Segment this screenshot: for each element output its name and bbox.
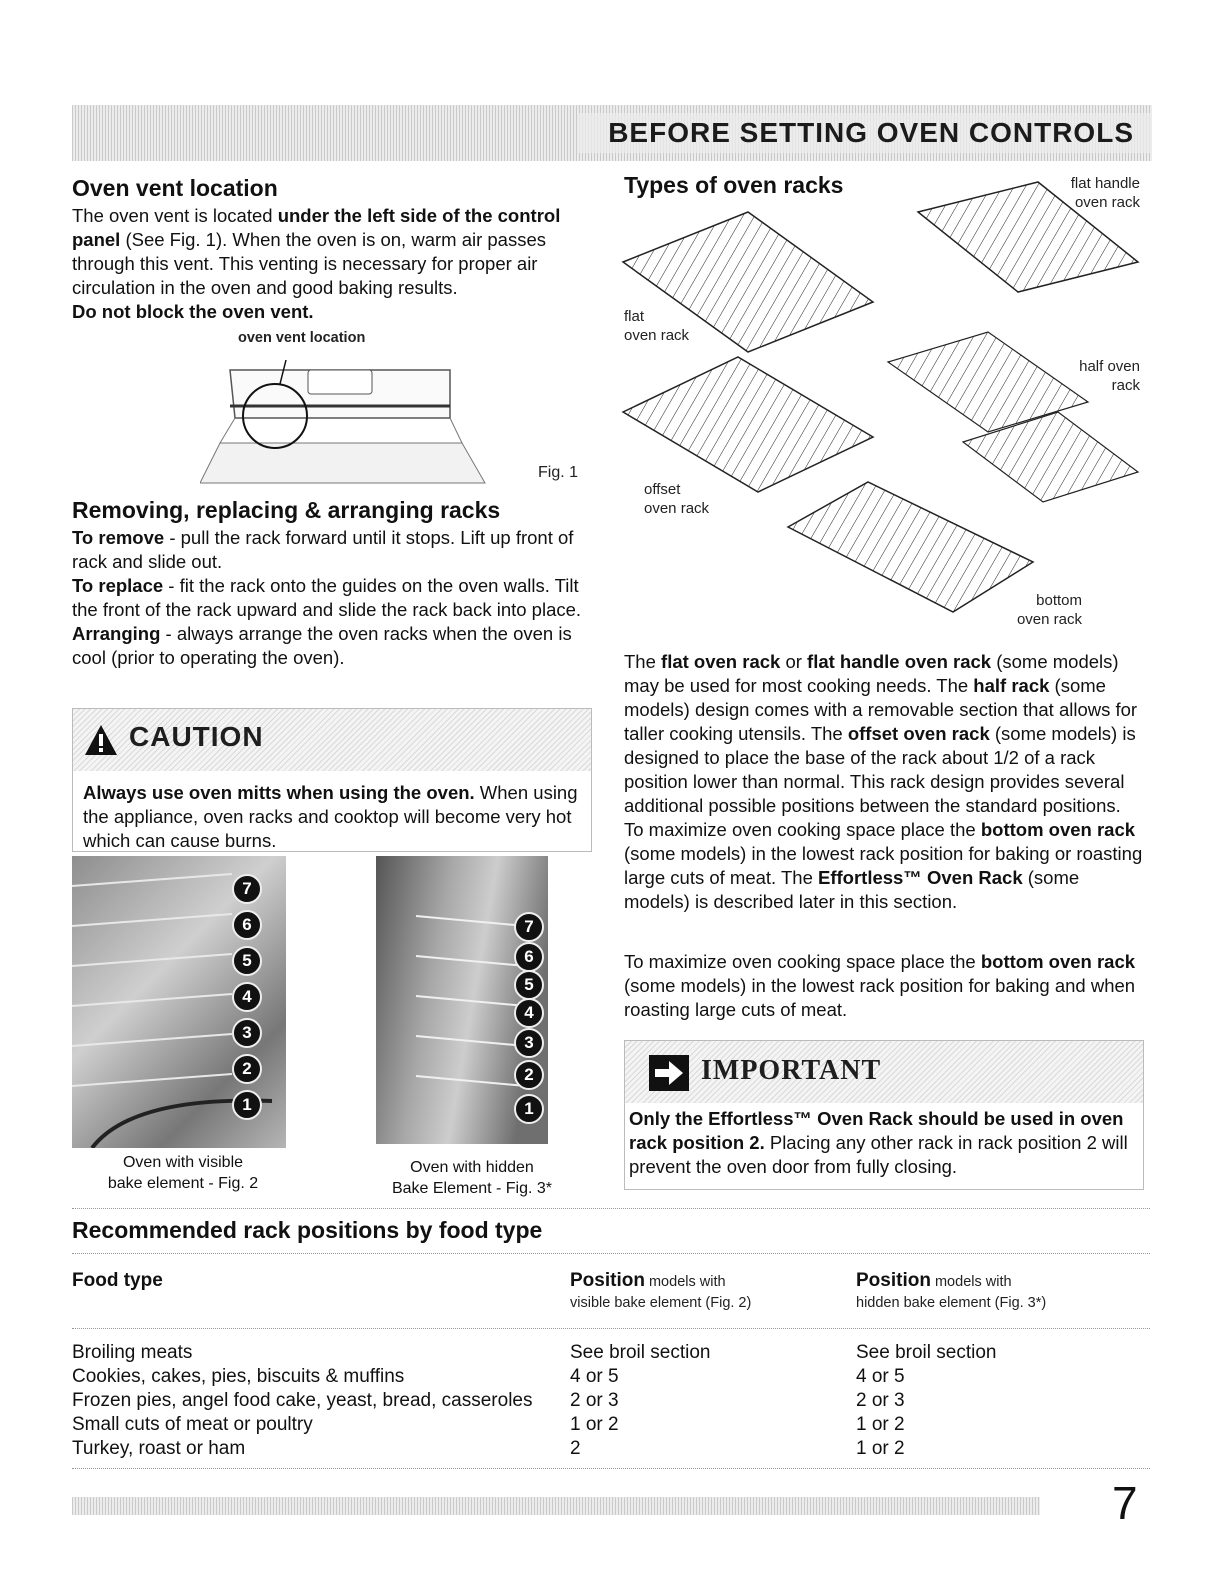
- position-badge: 3: [514, 1028, 544, 1058]
- label-flat-handle-rack: flat handle oven rack: [1070, 175, 1140, 211]
- col-header-food: Food type: [72, 1270, 163, 1291]
- page-section-title: BEFORE SETTING OVEN CONTROLS: [578, 113, 1152, 153]
- divider: [72, 1208, 1150, 1209]
- position-badge: 3: [232, 1018, 262, 1048]
- oven-photo-visible-element: [72, 856, 286, 1148]
- important-box: [624, 1040, 1144, 1190]
- divider: [72, 1328, 1150, 1329]
- caution-header: [73, 709, 591, 771]
- position-badge: 6: [514, 942, 544, 972]
- position-badge: 5: [232, 946, 262, 976]
- arrange-paragraph: Arranging - always arrange the oven racks when the oven is cool (prior to operating the oven).: [72, 623, 572, 668]
- table-row: Turkey, roast or ham 2 1 or 2: [72, 1438, 905, 1459]
- important-header: [625, 1041, 1143, 1103]
- position-badge: 2: [232, 1054, 262, 1084]
- label-offset-rack: offset oven rack: [644, 481, 710, 517]
- vent-figure-label: oven vent location: [238, 330, 366, 346]
- position-badge: 7: [514, 912, 544, 942]
- warning-triangle-icon: [83, 723, 119, 757]
- oven-photo-hidden-element: [376, 856, 548, 1144]
- footer-bar: [72, 1497, 1040, 1515]
- arrow-right-icon: [649, 1055, 689, 1091]
- fig1-caption: Fig. 1: [538, 464, 579, 481]
- label-bottom-rack: bottom oven rack: [1016, 592, 1082, 628]
- racks-heading: Removing, replacing & arranging racks: [72, 497, 501, 523]
- header-banner: [72, 105, 1152, 161]
- vent-heading: Oven vent location: [72, 175, 278, 201]
- page-number: 7: [1112, 1477, 1138, 1529]
- position-badge: 4: [514, 998, 544, 1028]
- caution-title: CAUTION: [129, 721, 264, 752]
- replace-paragraph: To replace - fit the rack onto the guides on the oven walls. Tilt the front of the rack upward and slide the rack back into place.: [72, 575, 582, 620]
- racks-description: The flat oven rack or flat handle oven rack (some models) may be used for most cooking needs. The half rack (some models) design comes with a removable section that allows for taller cooking utensils. The offset oven rack (some models) is designed to place the base of the rack about 1/2 of a rack position lower than normal. This rack design provides several additional possible positions between the standard positions. To maximize oven cooking space place the bottom oven rack (some models) in the lowest rack position for baking or roasting large cuts of meat. The Effortless™ Oven Rack (some models) is described later in this section.: [624, 651, 1143, 912]
- important-title: IMPORTANT: [701, 1055, 882, 1086]
- caution-text: Always use oven mitts when using the oven. When using the appliance, oven racks and cooktop will become very hot which can cause burns.: [83, 782, 578, 851]
- table-row: Small cuts of meat or poultry 1 or 2 1 or 2: [72, 1414, 905, 1435]
- table-row: Broiling meats See broil section See broil section: [72, 1342, 997, 1363]
- table-row: Cookies, cakes, pies, biscuits & muffins 4 or 5 4 or 5: [72, 1366, 905, 1387]
- position-badge: 5: [514, 970, 544, 1000]
- vent-warning: Do not block the oven vent.: [72, 301, 314, 322]
- position-badge: 1: [232, 1090, 262, 1120]
- racks-section: [72, 497, 592, 670]
- position-badge: 1: [514, 1094, 544, 1124]
- vent-section: [72, 175, 592, 324]
- position-badge: 2: [514, 1060, 544, 1090]
- remove-paragraph: To remove - pull the rack forward until it stops. Lift up front of rack and slide out.: [72, 527, 574, 572]
- oven-racks-illustration: [618, 172, 1148, 634]
- caution-box: [72, 708, 592, 852]
- col-header-visible: Position models with visible bake element (Fig. 2): [570, 1270, 752, 1311]
- important-text: Only the Effortless™ Oven Rack should be used in oven rack position 2. Placing any other rack in rack position 2 will prevent the oven door from fully closing.: [629, 1108, 1128, 1177]
- label-flat-rack: flat oven rack: [624, 308, 690, 344]
- rack-position-table: [72, 1341, 1150, 1461]
- label-half-rack: half oven rack: [1079, 358, 1140, 394]
- fig2-caption: Oven with visible bake element - Fig. 2: [107, 1154, 259, 1192]
- types-heading: Types of oven racks: [624, 172, 844, 198]
- bottom-rack-paragraph: To maximize oven cooking space place the bottom oven rack (some models) in the lowest rack position for baking and when roasting large cuts of meat.: [624, 951, 1136, 1020]
- table-heading: Recommended rack positions by food type: [72, 1217, 543, 1243]
- divider: [72, 1253, 1150, 1254]
- position-badge: 4: [232, 982, 262, 1012]
- col-header-hidden: Position models with hidden bake element (Fig. 3*): [856, 1270, 1047, 1311]
- vent-paragraph: The oven vent is located under the left side of the control panel (See Fig. 1). When the oven is on, warm air passes through this vent. This venting is necessary for proper air circulation in the oven and good baking results.: [72, 205, 561, 298]
- position-badge: 7: [232, 874, 262, 904]
- position-badge: 6: [232, 910, 262, 940]
- fig3-caption: Oven with hidden Bake Element - Fig. 3*: [391, 1159, 553, 1197]
- divider: [72, 1468, 1150, 1469]
- table-row: Frozen pies, angel food cake, yeast, bread, casseroles 2 or 3 2 or 3: [72, 1390, 905, 1411]
- oven-vent-illustration: [200, 348, 490, 488]
